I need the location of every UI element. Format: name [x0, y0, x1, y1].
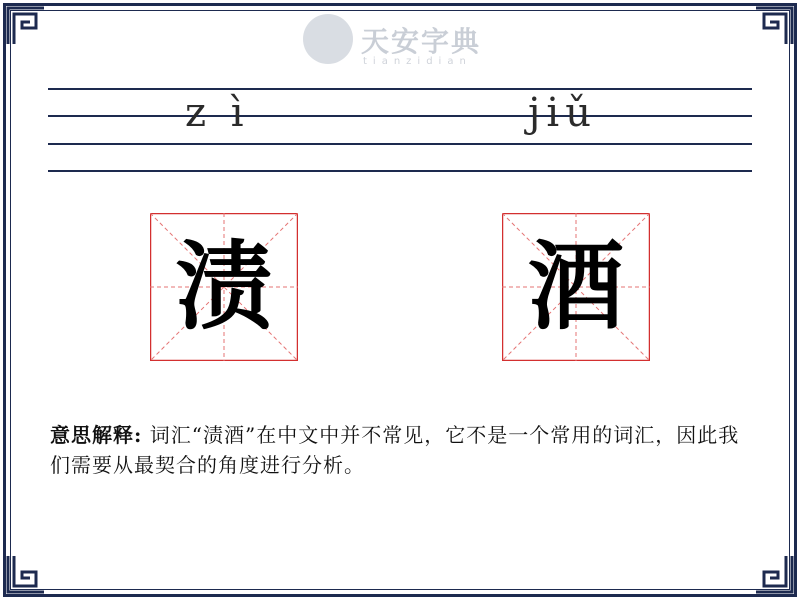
character-2: 酒: [528, 231, 624, 343]
explanation-text: 词汇“渍酒”在中文中并不常见，它不是一个常用的词汇，因此我们需要从最契合的角度进行分析。: [50, 423, 740, 477]
corner-ornament-icon: [6, 6, 46, 46]
character-grid-2: [502, 213, 650, 361]
character-grid-1: [150, 213, 298, 361]
corner-ornament-icon: [754, 554, 794, 594]
explanation-paragraph: [50, 420, 750, 480]
character-1: 渍: [176, 231, 272, 343]
site-logo: [303, 14, 503, 74]
corner-ornament-icon: [6, 554, 46, 594]
pinyin-1: z ì: [185, 90, 250, 136]
explanation-label: 意思解释:: [50, 423, 143, 447]
pinyin-2: jiǔ: [528, 90, 597, 136]
logo-emblem-icon: [303, 14, 353, 64]
logo-title: 天安字典: [361, 25, 482, 58]
pinyin-ruled-lines: [48, 88, 752, 172]
logo-subtitle: tianzidian: [363, 56, 472, 67]
corner-ornament-icon: [754, 6, 794, 46]
